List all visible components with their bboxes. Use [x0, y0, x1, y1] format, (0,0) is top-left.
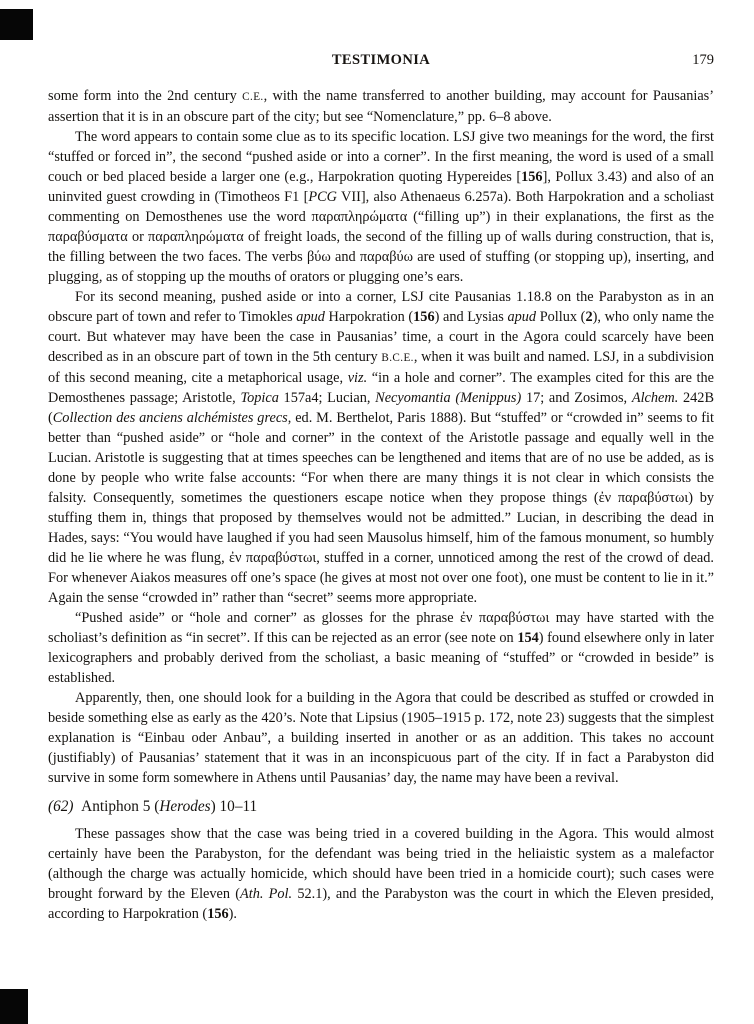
text-run: “Pushed aside” or “hole and corner” as glosses for the phrase ἐν παραβύστωι may have started with the scholiast’s definition as “in secret”. If this can be rejected as an error (see note on [48, 610, 714, 646]
text-run: Harpokration ( [324, 309, 414, 325]
text-run: “in a hole and corner”. The examples cited for this are the Demosthenes passage; Aristotle, [48, 370, 714, 406]
text-run: These passages show that the case was being tried in a covered building in the Agora. This would almost certainly have been the Parabyston, for the defendant was being tried in the heliaistic system as a malefactor (although the charge was actually homicide, which should have been tried in a homicide court); such cases were brought forward by the Eleven ( [48, 826, 714, 902]
text-run: ) found elsewhere only in later lexicographers and probably derived from the scholiast, a basic meaning of “stuffed” or “crowded in beside” is established. [48, 630, 714, 686]
page-body [48, 86, 714, 924]
text-run: Necyomantia (Menippus) [375, 390, 522, 406]
text-run: Antiphon 5 ( [73, 798, 160, 815]
text-run: , with the name transferred to another building, may account for Pausanias’ assertion that it is in an obscure part of the city; but see “Nomenclature,” pp. 6–8 above. [48, 88, 714, 125]
text-run: For its second meaning, pushed aside or into a corner, LSJ cite Pausanias 1.18.8 on the Parabyston as in an obscure part of town and refer to Timokles [48, 289, 714, 325]
text-run: 156 [413, 309, 435, 325]
text-run: (62) [48, 798, 74, 815]
text-run: 52.1), and the Parabyston was the court in which the Eleven presided, according to Harpokration ( [48, 886, 714, 922]
text-run: ), who only name the court. But whatever may have been the case in Pausanias’ time, a court in the Agora could scarcely have been described as in an obscure part of town in the 5th century [48, 309, 714, 365]
paragraph [48, 608, 714, 688]
running-title: TESTIMONIA [331, 52, 431, 68]
scan-artifact-bottom-left [0, 989, 28, 1024]
text-run: ) 10–11 [210, 798, 258, 815]
page-number: 179 [692, 52, 714, 68]
text-run: B.C.E. [381, 352, 414, 364]
text-run: viz. [347, 370, 368, 386]
text-run: Collection des anciens alchémistes grecs [52, 410, 288, 426]
text-run: The word appears to contain some clue as to its specific location. LSJ give two meanings for the word, the first “stuffed or forced in”, the second “pushed aside or into a corner”. In the first meaning, the word is used of a small couch or bed placed beside a larger one (e.g., Harpokration quoting Hypereides [ [48, 129, 714, 185]
page-header [48, 52, 714, 70]
text-run: , when it was built and named. LSJ, in a subdivision of this second meaning, cite a metaphorical usage, [48, 349, 714, 386]
text-run: Topica [240, 390, 279, 406]
text-run: apud [507, 309, 537, 325]
text-run: 2 [585, 309, 593, 325]
text-run: C.E. [242, 91, 264, 103]
text-run: 17; and Zosimos, [521, 390, 632, 406]
text-run: Apparently, then, one should look for a building in the Agora that could be described as stuffed or crowded in beside something else as early as the 420’s. Note that Lipsius (1905–1915 p. 172, note 23) suggests that the simplest explanation is “Einbau oder Anbau”, a building inserted in another or as an addition. This takes no account (justifiably) of Pausanias’ statement that it was in an inconspicuous part of the city. If in fact a Parabyston did survive in some form somewhere in Athens until Pausanias’ day, the name may have been a revival. [48, 690, 714, 786]
text-run: Ath. Pol. [240, 886, 293, 902]
text-run: 156 [207, 906, 229, 922]
paragraph [48, 86, 714, 127]
text-run: VII], also Athenaeus 6.257a). Both Harpokration and a scholiast commenting on Demosthenes use the word παραπληρώματα (“filling up”) in their explanations, the first as the παραβύσματα or παραπληρώματα of freight loads, the second of the filling up of walls during construction, that is, the filling between the two faces. The verbs βύω and παραβύω are used of stuffing (or stopping up), inserting, and plugging, as of stopping up the mouths of orators or plugging one’s ears. [48, 189, 714, 285]
text-run: some form into the 2nd century [48, 88, 243, 104]
section-heading [48, 797, 714, 817]
paragraph [48, 287, 714, 608]
text-run: 154 [517, 630, 539, 646]
paragraph [48, 688, 714, 788]
text-run: PCG [308, 189, 337, 205]
paragraph [48, 127, 714, 287]
text-run: ], Pollux 3.43) and also of an uninvited guest crowding in (Timotheos F1 [ [48, 169, 714, 205]
text-run: 156 [521, 169, 543, 185]
text-run: apud [296, 309, 325, 325]
text-run: 157a4; Lucian, [278, 390, 376, 406]
scan-artifact-top-left [0, 9, 33, 40]
paragraph [48, 824, 714, 924]
text-run: Pollux ( [536, 309, 586, 325]
text-run: 242B ( [48, 390, 714, 426]
text-run: ). [228, 906, 237, 922]
text-run: Alchem. [631, 390, 679, 406]
text-run: , ed. M. Berthelot, Paris 1888). But “stuffed” or “crowded in” seems to fit better than “pushed aside” or “hole and corner” in the context of the Aristotle passage and equally well in the Lucian. Aristotle is suggesting that at times speeches can be lengthened and items that are of no use be added, as is done by people who write false accounts: “For when there are many things it is not clear in which consists the falsity. Consequently, sometimes the questioners escape notice when they propose things (ἐν παραβύστωι) by stuffing them in, things that proposed by themselves would not be admitted.” Lucian, in describing the dead in Hades, says: “You would have laughed if you had seen Mausolus himself, him of the famous monument, so humbly did he lie where he was flung, ἐν παραβύστωι, stuffed in a corner, unnoticed among the rest of the crowd of dead. For whenever Aiakos measures off one’s space (he gives at most not over one foot), one must be content to lie in it.” Again the sense “crowded in” rather than “secret” seems more appropriate. [48, 410, 714, 606]
text-run: Herodes [159, 798, 211, 815]
text-run: ) and Lysias [434, 309, 508, 325]
